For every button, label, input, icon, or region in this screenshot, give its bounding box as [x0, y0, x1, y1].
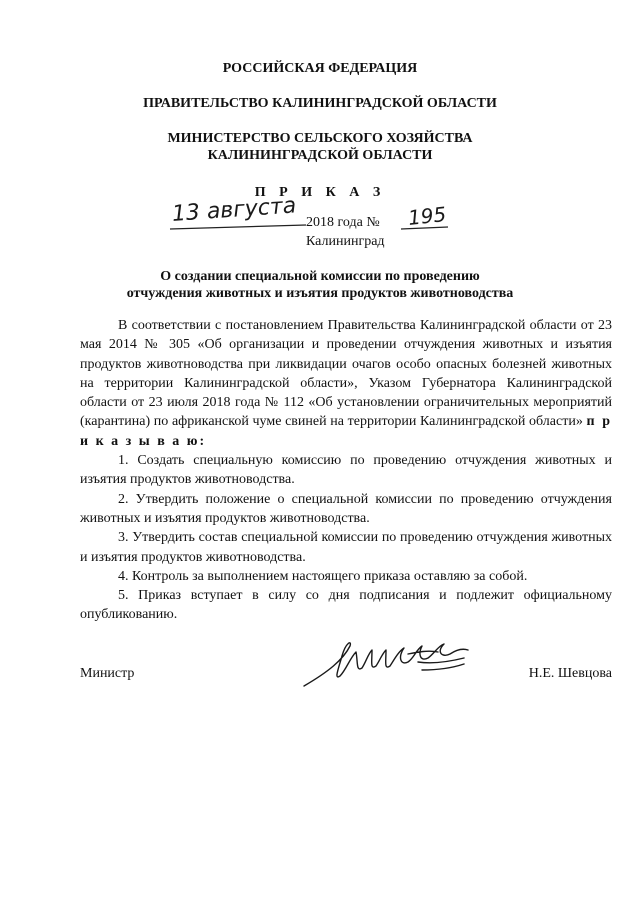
document-type-heading: П Р И К А З: [254, 185, 386, 200]
date-underline: [168, 223, 308, 233]
order-directive: п р и к а з ы в а ю:: [80, 414, 613, 449]
handwritten-signature: [298, 632, 478, 692]
order-item-3: 3. Утвердить состав специальной комиссии по проведению отчуждения животных и изъятия продуктов животноводства.: [80, 530, 612, 565]
document-title-line2: отчуждения животных и изъятия продуктов животноводства: [126, 286, 514, 301]
signature-block: [80, 662, 612, 702]
signer-name: Н.Е. Шевцова: [528, 666, 612, 681]
document-title: [0, 268, 640, 302]
number-underline: [400, 224, 450, 232]
order-year-number-label: 2018 года №: [306, 215, 380, 230]
order-item-5: 5. Приказ вступает в силу со дня подписания и подлежит официальному опубликованию.: [80, 588, 612, 623]
order-item-4: 4. Контроль за выполнением настоящего приказа оставляю за собой.: [118, 568, 528, 584]
signer-position: Министр: [80, 666, 135, 681]
handwritten-date: 13 августа: [171, 193, 297, 227]
document-body: [80, 316, 612, 625]
preamble-paragraph: [80, 316, 612, 451]
government-heading: ПРАВИТЕЛЬСТВО КАЛИНИНГРАДСКОЙ ОБЛАСТИ: [143, 96, 497, 111]
ministry-heading-line1: МИНИСТЕРСТВО СЕЛЬСКОГО ХОЗЯЙСТВА: [167, 131, 473, 146]
order-item-1: 1. Создать специальную комиссию по проведению отчуждения животных и изъятия продуктов животноводства.: [80, 453, 612, 488]
handwritten-order-number: 195: [406, 202, 448, 230]
date-number-block: [168, 193, 528, 254]
order-item-2: 2. Утвердить положение о специальной комиссии по проведению отчуждения животных и изъятия продуктов животноводства.: [80, 491, 612, 526]
ministry-heading: [0, 130, 640, 164]
country-heading: РОССИЙСКАЯ ФЕДЕРАЦИЯ: [222, 61, 418, 76]
ministry-heading-line2: КАЛИНИНГРАДСКОЙ ОБЛАСТИ: [207, 148, 433, 163]
city-name: Калининград: [306, 234, 385, 249]
preamble-text: В соответствии с постановлением Правительства Калининградской области от 23 мая 2014 № 305 «Об организации и проведении отчуждения животных и изъятия продуктов животноводства при ликвидации очагов особо опасных болезней животных на территории Калининградской области», Указом Губернатора Калининградской области от 23 июля 2018 года № 112 «Об установлении ограничительных мероприятий (карантина) по африканской чуме свиней на территории Калининградской области»: [80, 318, 612, 430]
document-title-line1: О создании специальной комиссии по проведению: [160, 269, 480, 284]
